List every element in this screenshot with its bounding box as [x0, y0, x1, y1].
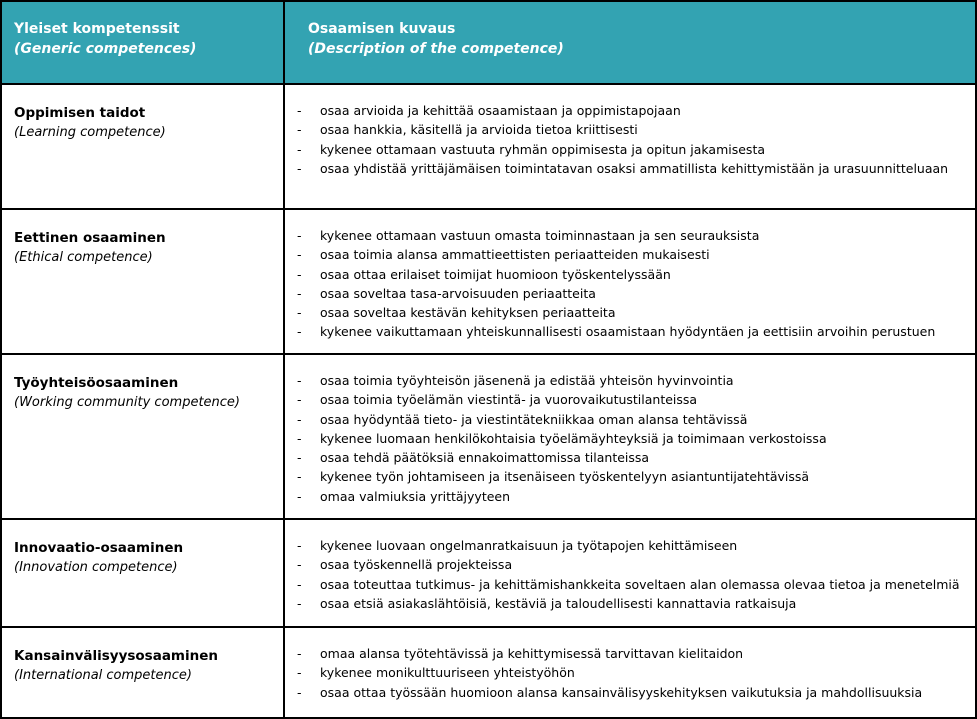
bullet-text: kykenee luomaan henkilökohtaisia työelämäyhteyksiä ja toimimaan verkostoissa [320, 430, 827, 446]
bullet-item [285, 663, 967, 682]
bullet-text: osaa ottaa erilaiset toimijat huomioon työskentelyssään [320, 266, 671, 282]
header-title-fi: Yleiset kompetenssit [14, 21, 180, 37]
header-cell-generic-competences [2, 2, 285, 83]
bullet-dash: - [297, 411, 302, 427]
bullet-text: osaa etsiä asiakaslähtöisiä, kestäviä ja taloudellisesti kannattavia ratkaisuja [320, 595, 797, 611]
bullet-dash: - [297, 469, 302, 485]
bullet-item [285, 390, 967, 409]
header-subtitle-en: (Generic competences) [14, 41, 197, 57]
bullet-dash: - [297, 430, 302, 446]
header-title-fi: Osaamisen kuvaus [308, 21, 456, 37]
competence-title: Työyhteisöosaaminen [14, 375, 179, 391]
competence-subtitle: (Learning competence) [14, 125, 166, 140]
competence-row [2, 518, 975, 626]
table-body [2, 85, 975, 717]
bullet-text: osaa toimia työyhteisön jäsenenä ja edistää yhteisön hyvinvointia [320, 373, 734, 388]
bullet-text: osaa toteuttaa tutkimus- ja kehittämishankkeita soveltaen alan olemassa olevaa tietoa ja menetelmiä [320, 576, 960, 592]
bullet-text: omaa valmiuksia yrittäjyyteen [320, 488, 511, 504]
bullet-item [285, 303, 967, 322]
bullet-text: osaa työskennellä projekteissa [320, 557, 513, 573]
competence-title: Kansainvälisyysosaaminen [14, 648, 219, 664]
competence-title: Eettinen osaaminen [14, 230, 166, 246]
bullet-item [285, 429, 967, 448]
competence-subtitle: (Working community competence) [14, 395, 240, 410]
bullet-text: omaa alansa työtehtävissä ja kehittymisessä tarvittavan kielitaidon [320, 646, 744, 661]
competence-description-cell [285, 210, 975, 353]
bullet-text: kykenee monikulttuuriseen yhteistyöhön [320, 665, 575, 681]
bullet-dash: - [297, 595, 302, 611]
bullet-text: osaa toimia alansa ammattieettisten periaatteiden mukaisesti [320, 247, 710, 263]
bullet-dash: - [297, 373, 302, 388]
competence-row [2, 626, 975, 717]
bullet-item [285, 265, 967, 284]
bullet-dash: - [297, 247, 302, 263]
bullet-dash: - [297, 141, 302, 157]
bullet-dash: - [297, 488, 302, 504]
bullet-item [285, 555, 967, 574]
bullet-text: osaa arvioida ja kehittää osaamistaan ja oppimistapojaan [320, 103, 681, 118]
bullet-dash: - [297, 228, 302, 243]
bullet-dash: - [297, 665, 302, 681]
competence-row [2, 85, 975, 208]
bullet-item [285, 575, 967, 594]
bullet-dash: - [297, 305, 302, 321]
bullet-dash: - [297, 103, 302, 118]
bullet-item [285, 683, 967, 702]
bullet-item [285, 467, 967, 486]
bullet-dash: - [297, 324, 302, 340]
bullet-item [285, 120, 967, 139]
table-header-row [2, 2, 975, 85]
bullet-item [285, 159, 967, 178]
competence-title-cell [2, 85, 285, 208]
bullet-item [285, 594, 967, 613]
bullet-dash: - [297, 450, 302, 466]
competence-subtitle: (Innovation competence) [14, 560, 178, 575]
competence-description-cell [285, 520, 975, 626]
bullet-dash: - [297, 160, 302, 176]
bullet-dash: - [297, 557, 302, 573]
header-cell-description [285, 2, 975, 83]
competence-title-cell [2, 355, 285, 518]
bullet-item [285, 322, 967, 341]
bullet-item [285, 536, 967, 555]
bullet-dash: - [297, 538, 302, 553]
bullet-item [285, 284, 967, 303]
bullet-text: osaa hyödyntää tieto- ja viestintätekniikkaa oman alansa tehtävissä [320, 411, 748, 427]
competence-title: Oppimisen taidot [14, 105, 146, 121]
competence-row [2, 208, 975, 353]
competence-title-cell [2, 628, 285, 717]
bullet-text: kykenee vaikuttamaan yhteiskunnallisesti osaamistaan hyödyntäen ja eettisiin arvoihin perustuen [320, 324, 936, 340]
competence-row [2, 353, 975, 518]
bullet-dash: - [297, 392, 302, 408]
bullet-dash: - [297, 684, 302, 700]
bullet-item [285, 101, 967, 120]
competence-description-cell [285, 355, 975, 518]
bullet-dash: - [297, 285, 302, 301]
bullet-item [285, 245, 967, 264]
competence-title: Innovaatio-osaaminen [14, 540, 184, 556]
bullet-dash: - [297, 646, 302, 661]
bullet-item [285, 371, 967, 390]
bullet-item [285, 140, 967, 159]
header-subtitle-en: (Description of the competence) [308, 41, 564, 57]
bullet-text: kykenee ottamaan vastuuta ryhmän oppimisesta ja opitun jakamisesta [320, 141, 766, 157]
bullet-item [285, 448, 967, 467]
bullet-item [285, 644, 967, 663]
bullet-item [285, 410, 967, 429]
bullet-dash: - [297, 576, 302, 592]
competence-description-cell [285, 85, 975, 208]
bullet-item [285, 226, 967, 245]
competence-subtitle: (International competence) [14, 668, 192, 683]
bullet-text: osaa soveltaa tasa-arvoisuuden periaatteita [320, 285, 596, 301]
competence-title-cell [2, 520, 285, 626]
bullet-text: osaa yhdistää yrittäjämäisen toimintatavan osaksi ammatillista kehittymistään ja urasuunnitteluaan [320, 160, 949, 176]
competence-description-cell [285, 628, 975, 717]
bullet-text: osaa hankkia, käsitellä ja arvioida tietoa kriittisesti [320, 122, 638, 138]
bullet-text: kykenee ottamaan vastuun omasta toiminnastaan ja sen seurauksista [320, 228, 760, 243]
bullet-dash: - [297, 266, 302, 282]
competence-subtitle: (Ethical competence) [14, 250, 153, 265]
bullet-text: osaa toimia työelämän viestintä- ja vuorovaikutustilanteissa [320, 392, 698, 408]
bullet-text: kykenee työn johtamiseen ja itsenäiseen työskentelyyn asiantuntijatehtävissä [320, 469, 810, 485]
bullet-text: osaa tehdä päätöksiä ennakoimattomissa tilanteissa [320, 450, 650, 466]
bullet-text: kykenee luovaan ongelmanratkaisuun ja työtapojen kehittämiseen [320, 538, 738, 553]
bullet-dash: - [297, 122, 302, 138]
bullet-text: osaa ottaa työssään huomioon alansa kansainvälisyyskehityksen vaikutuksia ja mahdollisuuksia [320, 684, 923, 700]
bullet-text: osaa soveltaa kestävän kehityksen periaatteita [320, 305, 616, 321]
bullet-item [285, 487, 967, 506]
competence-title-cell [2, 210, 285, 353]
